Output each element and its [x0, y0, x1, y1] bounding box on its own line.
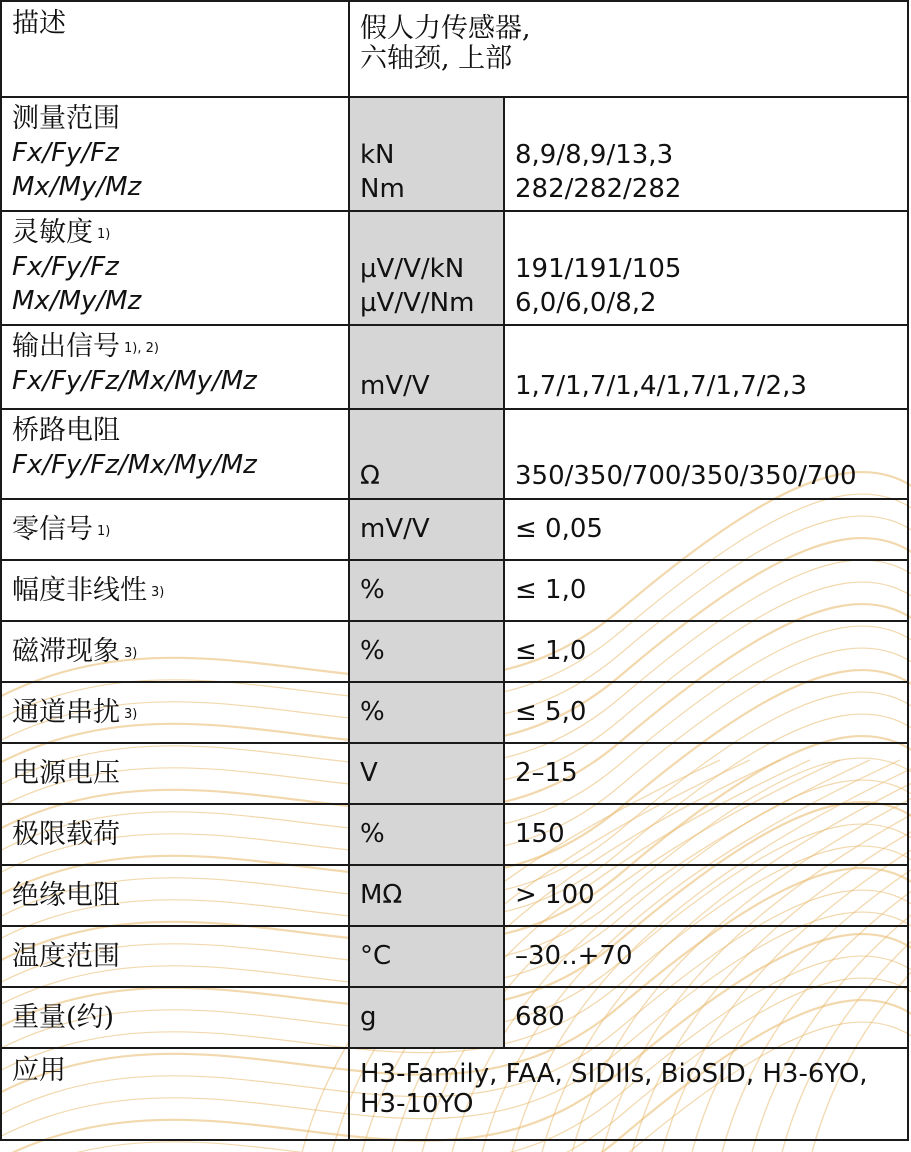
row-application [1, 1048, 908, 1140]
spec-label: 通道串扰 [12, 696, 120, 728]
row-sensitivity [1, 211, 908, 325]
spec-unit: % [360, 575, 385, 605]
spec-footnote: 3) [151, 584, 165, 600]
description-value-cell [349, 1, 908, 97]
spec-unit-cell [349, 804, 504, 865]
spec-label-cell [1, 926, 349, 987]
description-label: 描述 [12, 8, 66, 39]
spec-unit: % [360, 636, 385, 666]
simple-rows-group [1, 499, 908, 1048]
spec-label: 绝缘电阻 [12, 879, 120, 911]
spec-row [1, 621, 908, 682]
spec-footnote: 1) [97, 523, 111, 539]
spec-label-cell [1, 682, 349, 743]
spec-unit-cell [349, 987, 504, 1048]
bridge-resistance-value-cell [504, 409, 908, 499]
output-signal-unit-cell [349, 325, 504, 409]
output-signal-footnote: 1), 2) [124, 341, 159, 356]
output-signal-label: 输出信号 [12, 331, 120, 362]
spec-row [1, 926, 908, 987]
sensitivity-label: 灵敏度 [12, 217, 93, 248]
application-value-line2: H3-10YO [360, 1089, 474, 1119]
measuring-range-moment-unit: Nm [360, 174, 405, 204]
spec-label: 温度范围 [12, 940, 120, 972]
spec-value: 150 [515, 819, 565, 849]
spec-value-cell [504, 804, 908, 865]
spec-row [1, 682, 908, 743]
measuring-range-force-value: 8,9/8,9/13,3 [515, 140, 674, 170]
row-measuring-range [1, 97, 908, 211]
spec-unit-cell [349, 865, 504, 926]
spec-value-cell [504, 743, 908, 804]
spec-label: 磁滞现象 [12, 635, 120, 667]
spec-value: 680 [515, 1002, 565, 1032]
spec-unit-cell [349, 682, 504, 743]
spec-value-cell [504, 865, 908, 926]
spec-value-cell [504, 987, 908, 1048]
spec-label: 重量(约) [12, 1001, 115, 1033]
output-signal-value: 1,7/1,7/1,4/1,7/1,7/2,3 [515, 371, 807, 401]
output-signal-label-cell [1, 325, 349, 409]
spec-value-cell [504, 926, 908, 987]
spec-unit-cell [349, 926, 504, 987]
output-signal-value-cell [504, 325, 908, 409]
spec-label-cell [1, 865, 349, 926]
spec-label: 幅度非线性 [12, 574, 147, 606]
spec-label: 零信号 [12, 513, 93, 545]
spec-value-cell [504, 560, 908, 621]
row-bridge-resistance [1, 409, 908, 499]
spec-row [1, 499, 908, 560]
description-value-line1: 假人力传感器, [360, 13, 531, 44]
measuring-range-moment-symbols: Mx/My/Mz [12, 172, 142, 202]
spec-footnote: 3) [124, 645, 138, 661]
description-value-line2: 六轴颈, 上部 [360, 43, 513, 74]
bridge-resistance-value: 350/350/700/350/350/700 [515, 461, 857, 491]
spec-value-cell [504, 682, 908, 743]
row-description [1, 1, 908, 97]
spec-row [1, 865, 908, 926]
spec-value-cell [504, 621, 908, 682]
spec-unit: % [360, 819, 385, 849]
spec-row [1, 804, 908, 865]
measuring-range-force-unit: kN [360, 140, 395, 170]
spec-unit-cell [349, 621, 504, 682]
sensitivity-moment-value: 6,0/6,0/8,2 [515, 288, 657, 318]
sensitivity-force-symbols: Fx/Fy/Fz [12, 252, 119, 282]
spec-unit: mV/V [360, 514, 430, 544]
measuring-range-moment-value: 282/282/282 [515, 174, 682, 204]
sensitivity-moment-unit: µV/V/Nm [360, 288, 475, 318]
application-value-cell [349, 1048, 908, 1140]
spec-value: 2–15 [515, 758, 578, 788]
spec-value: –30..+70 [515, 941, 633, 971]
spec-value: ≤ 0,05 [515, 514, 603, 544]
bridge-resistance-symbols: Fx/Fy/Fz/Mx/My/Mz [12, 450, 257, 480]
bridge-resistance-unit: Ω [360, 461, 380, 491]
row-output-signal [1, 325, 908, 409]
spec-unit: °C [360, 941, 392, 971]
spec-unit-cell [349, 743, 504, 804]
application-label: 应用 [12, 1055, 66, 1086]
bridge-resistance-label-cell [1, 409, 349, 499]
output-signal-unit: mV/V [360, 371, 430, 401]
measuring-range-value-cell [504, 97, 908, 211]
spec-unit: MΩ [360, 880, 403, 910]
spec-label-cell [1, 621, 349, 682]
description-label-cell [1, 1, 349, 97]
spec-value: ≤ 1,0 [515, 575, 587, 605]
spec-label-cell [1, 804, 349, 865]
sensitivity-force-unit: µV/V/kN [360, 254, 465, 284]
measuring-range-unit-cell [349, 97, 504, 211]
output-signal-symbols: Fx/Fy/Fz/Mx/My/Mz [12, 366, 257, 396]
sensitivity-value-cell [504, 211, 908, 325]
spec-row [1, 987, 908, 1048]
sensitivity-force-value: 191/191/105 [515, 254, 682, 284]
spec-value-cell [504, 499, 908, 560]
spec-label-cell [1, 743, 349, 804]
spec-value: ≤ 1,0 [515, 636, 587, 666]
spec-row [1, 743, 908, 804]
spec-label-cell [1, 499, 349, 560]
sensitivity-label-cell [1, 211, 349, 325]
bridge-resistance-unit-cell [349, 409, 504, 499]
measuring-range-force-symbols: Fx/Fy/Fz [12, 138, 119, 168]
spec-value: > 100 [515, 880, 595, 910]
spec-label: 极限载荷 [12, 818, 120, 850]
bridge-resistance-label: 桥路电阻 [12, 415, 120, 446]
spec-label-cell [1, 560, 349, 621]
spec-unit: g [360, 1002, 377, 1032]
application-label-cell [1, 1048, 349, 1140]
spec-unit: V [360, 758, 378, 788]
spec-unit: % [360, 697, 385, 727]
spec-footnote: 3) [124, 706, 138, 722]
sensitivity-moment-symbols: Mx/My/Mz [12, 286, 142, 316]
spec-unit-cell [349, 499, 504, 560]
spec-value: ≤ 5,0 [515, 697, 587, 727]
spec-row [1, 560, 908, 621]
measuring-range-label: 测量范围 [12, 103, 120, 134]
spec-unit-cell [349, 560, 504, 621]
sensitivity-unit-cell [349, 211, 504, 325]
measuring-range-label-cell [1, 97, 349, 211]
spec-label: 电源电压 [12, 757, 120, 789]
sensitivity-footnote: 1) [97, 227, 111, 242]
application-value-line1: H3-Family, FAA, SIDIIs, BioSID, H3-6YO, [360, 1059, 868, 1089]
spec-label-cell [1, 987, 349, 1048]
